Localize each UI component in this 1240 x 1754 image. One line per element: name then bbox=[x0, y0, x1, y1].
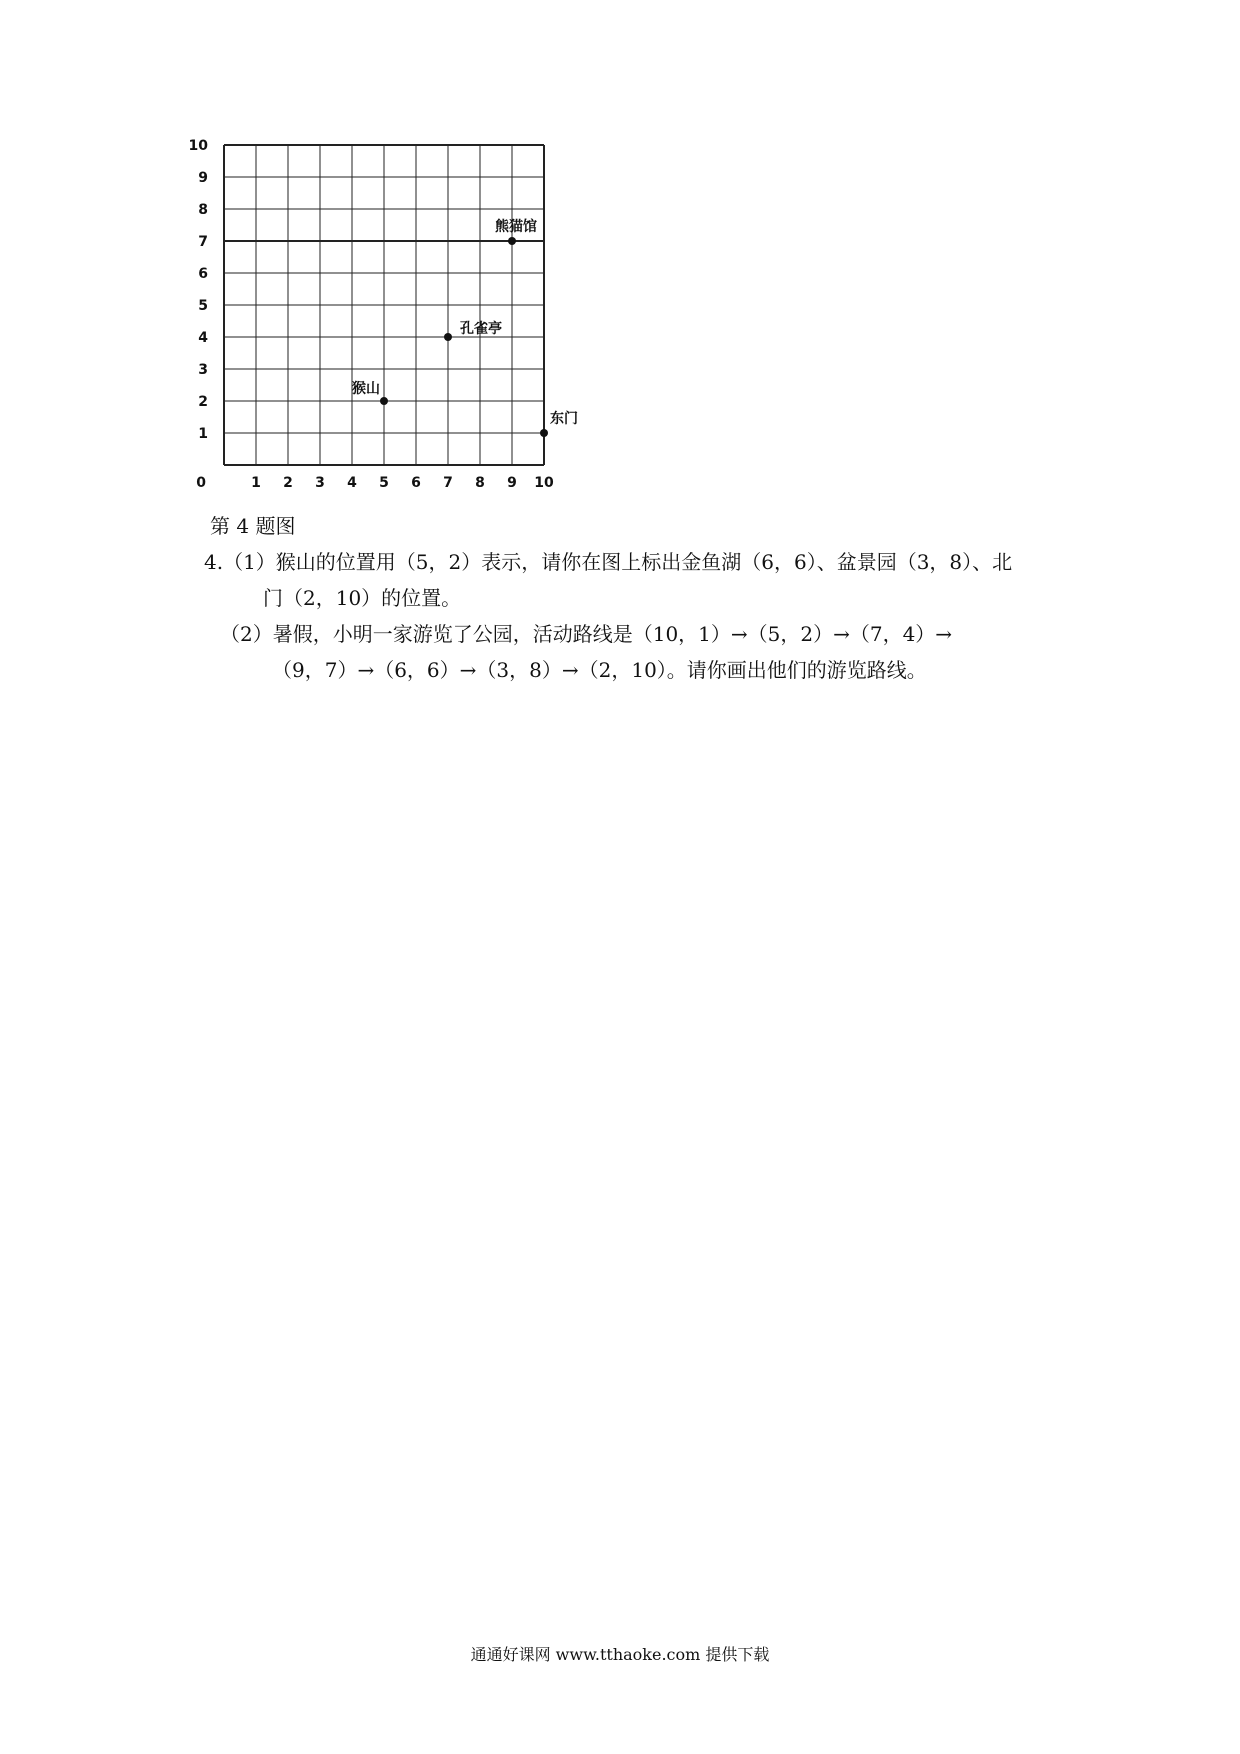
x-tick-label: 5 bbox=[379, 475, 389, 491]
poi-point bbox=[508, 237, 516, 245]
poi-point bbox=[444, 333, 452, 341]
question-part2-line1: （2）暑假，小明一家游览了公园，活动路线是（10，1）→（5，2）→（7，4）→ bbox=[220, 622, 953, 646]
y-tick-label: 6 bbox=[198, 266, 208, 282]
y-tick-label: 10 bbox=[188, 138, 208, 154]
poi-label: 孔雀亭 bbox=[460, 321, 502, 337]
x-tick-label: 3 bbox=[315, 475, 325, 491]
poi-point bbox=[380, 397, 388, 405]
poi-point bbox=[540, 429, 548, 437]
poi-label: 熊猫馆 bbox=[495, 219, 537, 235]
question-part1-line1: 4.（1）猴山的位置用（5，2）表示，请你在图上标出金鱼湖（6，6）、盆景园（3，8）、北 bbox=[204, 550, 1013, 574]
x-tick-label: 1 bbox=[251, 475, 261, 491]
x-tick-label: 8 bbox=[475, 475, 485, 491]
x-tick-label: 6 bbox=[411, 475, 421, 491]
question-part2-line2: （9，7）→（6，6）→（3，8）→（2，10）。请你画出他们的游览路线。 bbox=[272, 658, 927, 682]
coordinate-grid bbox=[188, 138, 578, 500]
y-tick-label: 4 bbox=[198, 330, 208, 346]
figure-caption: 第 4 题图 bbox=[210, 514, 296, 538]
y-tick-label: 1 bbox=[198, 426, 208, 442]
origin-label: 0 bbox=[196, 475, 206, 491]
y-tick-label: 2 bbox=[198, 394, 208, 410]
y-tick-label: 8 bbox=[198, 202, 208, 218]
y-tick-label: 9 bbox=[198, 170, 208, 186]
y-tick-label: 3 bbox=[198, 362, 208, 378]
x-tick-label: 7 bbox=[443, 475, 453, 491]
x-tick-label: 4 bbox=[347, 475, 357, 491]
question-part1-line2: 门（2，10）的位置。 bbox=[263, 586, 462, 610]
page-footer: 通通好课网 www.tthaoke.com 提供下载 bbox=[470, 1645, 770, 1664]
x-tick-label: 9 bbox=[507, 475, 517, 491]
y-tick-label: 5 bbox=[198, 298, 208, 314]
coordinate-grid-figure bbox=[188, 138, 578, 500]
poi-label: 猴山 bbox=[352, 381, 380, 397]
y-tick-label: 7 bbox=[198, 234, 208, 250]
poi-label: 东门 bbox=[550, 411, 578, 427]
x-tick-label: 2 bbox=[283, 475, 293, 491]
x-tick-label: 10 bbox=[534, 475, 554, 491]
